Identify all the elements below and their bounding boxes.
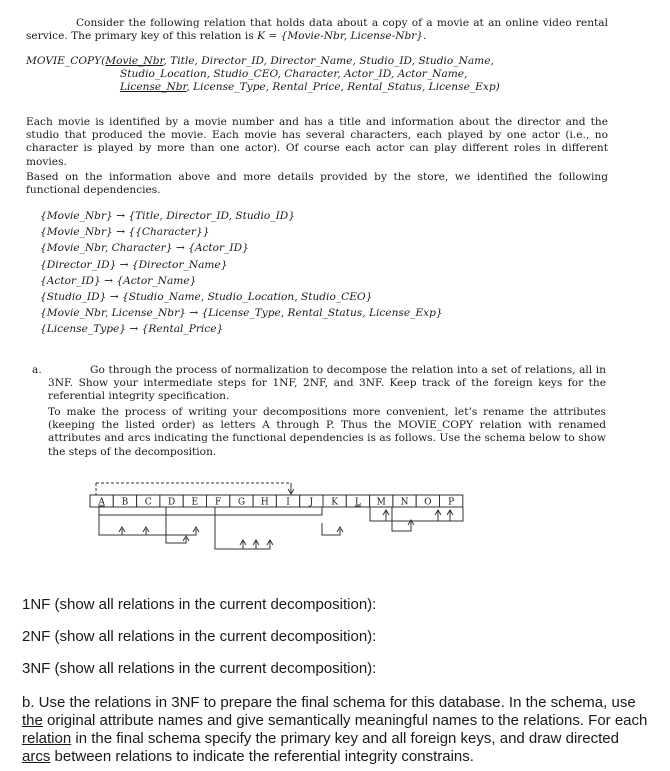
schema-key-license-nbr: License_Nbr	[120, 81, 187, 94]
question-2nf: 2NF (show all relations in the current decomposition):	[22, 628, 377, 645]
question-1nf: 1NF (show all relations in the current decomposition):	[22, 596, 377, 613]
dependency-diagram	[0, 475, 670, 565]
relation-schema	[26, 55, 626, 95]
fd-intro-paragraph: Based on the information above and more details provided by the store, we identified the following functional dependencies.	[26, 171, 608, 197]
primary-key-expression: K = {Movie-Nbr, License-Nbr}.	[257, 30, 427, 43]
attribute-letter: O	[424, 497, 432, 508]
part-b-line-2: the original attribute names and give semantically meaningful names to the relations. For each	[22, 712, 648, 729]
attribute-cells	[90, 495, 463, 508]
question-3nf: 3NF (show all relations in the current decomposition):	[22, 660, 377, 677]
part-b-line-1: b. Use the relations in 3NF to prepare the final schema for this database. In the schema, use	[22, 694, 636, 711]
fd-item: {Studio_ID} → {Studio_Name, Studio_Location, Studio_CEO}	[40, 291, 373, 304]
intro-lead: Consider the following relation that holds data about a copy of a movie at an online video rental service. The primary key of this relation is	[26, 17, 608, 43]
part-a-label: a.	[32, 364, 42, 376]
part-a-text-2: To make the process of writing your decompositions more convenient, let’s rename the attributes (keeping the listed order) as letters A through P. Thus the MOVIE_COPY relation with renamed attributes and arcs indicating the functional dependencies is as follows. Use the schema below to show the steps of the decomposition.	[48, 406, 606, 458]
attribute-letter: G	[237, 497, 246, 508]
attribute-letter: N	[400, 497, 409, 508]
dependency-arcs	[99, 507, 463, 549]
schema-line-2: Studio_Location, Studio_CEO, Character, Actor_ID, Actor_Name,	[120, 68, 468, 81]
attribute-letter: J	[309, 497, 314, 508]
intro-paragraph	[26, 17, 608, 43]
dashed-arc-top	[96, 483, 294, 495]
fd-item: {Actor_ID} → {Actor_Name}	[40, 274, 197, 287]
schema-line-3: License_Nbr, License_Type, Rental_Price, Rental_Status, License_Exp)	[120, 81, 500, 94]
attribute-letter: D	[167, 497, 176, 508]
part-b-word-arcs: arcs	[22, 748, 51, 765]
attribute-letter: I	[286, 497, 290, 508]
attribute-letter: C	[144, 497, 152, 508]
fd-item: {Movie_Nbr} → {Title, Director_ID, Studio_ID}	[40, 210, 295, 222]
attribute-letter: M	[376, 497, 386, 508]
attribute-letter: A	[98, 497, 105, 508]
attribute-letter: B	[121, 497, 129, 508]
schema-key-movie-nbr: Movie_Nbr	[105, 55, 164, 67]
schema-line-1: MOVIE_COPY(Movie_Nbr, Title, Director_ID, Director_Name, Studio_ID, Studio_Name,	[26, 55, 494, 67]
fd-item: {Movie_Nbr, License_Nbr} → {License_Type, Rental_Status, License_Exp}	[40, 307, 443, 320]
fd-item: {Director_ID} → {Director_Name}	[40, 258, 228, 271]
attribute-letter: H	[260, 497, 269, 508]
part-a-text: Go through the process of normalization to decompose the relation into a set of relations, all in 3NF. Show your intermediate steps for 1NF, 2NF, and 3NF. Keep track of the foreign keys for the referential integrity specification.	[48, 364, 606, 403]
attribute-letter: E	[191, 497, 199, 508]
fd-item: {Movie_Nbr} → {{Character}}	[40, 226, 210, 239]
attribute-letter: L	[354, 497, 361, 508]
fd-item: {Movie_Nbr, Character} → {Actor_ID}	[40, 242, 249, 255]
part-b-word-relation: relation	[22, 730, 72, 747]
part-b-line-4: arcs between relations to indicate the referential integrity constrains.	[22, 748, 474, 765]
attribute-letter: K	[331, 497, 339, 508]
attribute-letter: F	[215, 497, 222, 508]
fd-item: {License_Type} → {Rental_Price}	[40, 323, 224, 336]
attribute-letter: P	[448, 497, 455, 508]
part-b-word-the: the	[22, 712, 43, 729]
part-b-line-3: relation in the final schema specify the primary key and all foreign keys, and draw directed	[22, 730, 619, 747]
description-paragraph: Each movie is identified by a movie number and has a title and information about the director and the studio that produced the movie. Each movie has several characters, each played by one actor (i.e., no character is played by more than one actor). Of course each actor can play different roles in different movies.	[26, 116, 608, 168]
functional-dependency-list	[40, 208, 443, 338]
part-b-text	[22, 694, 650, 766]
